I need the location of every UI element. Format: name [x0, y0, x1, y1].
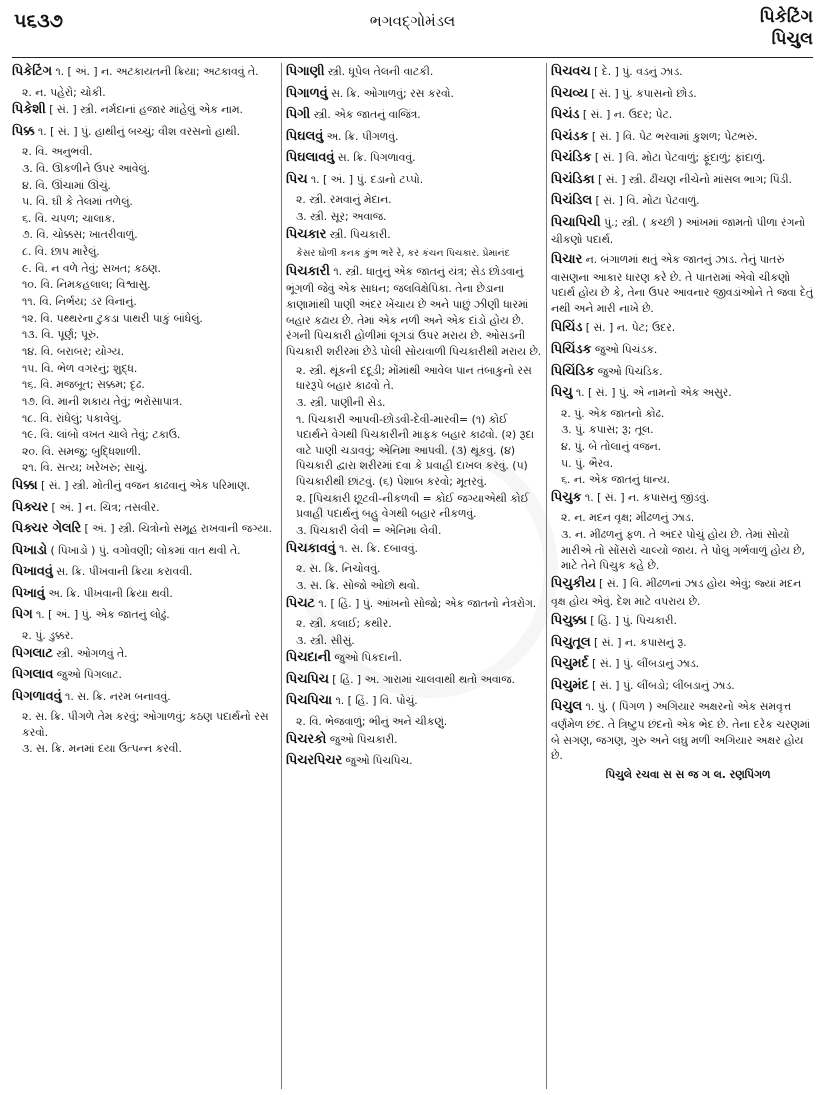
sub-definition: ૧૫. વિ. ભેળ વગરનું; શુદ્ધ.: [22, 361, 138, 375]
entry-definition: [ સં. ] વિ. મીંઢળનાં ઝાડ હોય એવું; જ્યાં મદન વૃક્ષ હોય એવું. દેશ માટે વપરાય છે.: [551, 576, 802, 608]
entry-definition: ૧. [ અં. ] પું. દડાનો ટપ્પો.: [307, 172, 424, 186]
entry-headword: પિગલાટ: [12, 645, 53, 661]
sub-definition: ૧૭. વિ. માની શકાય તેવું; ભરોસાપાત્ર.: [22, 394, 183, 408]
entry-definition: ( પિખાડો ) પું. વગોવણી; લોકમાં વાત થવી તે.: [47, 543, 241, 557]
entry-definition: સ. ક્રિ. પિગળાવવું.: [334, 151, 416, 165]
sub-definition: ૧૦. વિ. નિમકહલાલ; વિશ્વાસુ.: [22, 278, 151, 292]
entry-definition: [ અં. ] ન. ચિત્ર; તસવીર.: [48, 500, 160, 514]
dictionary-entry: [551, 85, 815, 104]
dictionary-column-1: [12, 63, 278, 1089]
entry-headword: પિચિંડ: [551, 320, 583, 336]
dictionary-entry: [12, 123, 278, 142]
sub-definition: ૩. સ્ત્રી. પાણીની સેડ.: [296, 395, 386, 409]
entry-headword: પિચવચ: [551, 64, 591, 79]
entry-headword: પિચદાની: [286, 650, 331, 666]
entry-headword: પિગાણી: [286, 64, 325, 79]
entry-definition: ૧. [ હિં. ] પું. આંખનો સોજો; એક જાતનો નેત્રરોગ.: [314, 596, 537, 610]
entry-definition: અ. ક્રિ. પીખવાની ક્રિયા થવી.: [44, 586, 173, 600]
running-title: ભગવદ્‌ગોમંડલ: [369, 12, 456, 30]
dictionary-entry: [551, 251, 815, 316]
entry-headword: પિગી: [286, 107, 311, 123]
sub-definition: ૧૮. વિ. રાંધેલું; પકાવેલું.: [22, 411, 122, 425]
entry-headword: પિચંડ: [551, 107, 580, 123]
dictionary-entry: [12, 477, 278, 496]
entry-definition: ૧. સ્ત્રી. ધાતુનું એક જાતનું યંત્ર; સેડ છોડવાનું ભૂંગળી જેવું એક સાધન; જલવિક્ષેપિકા. તેના છેડાના કાણામાંથી પાણી અંદર ખેંચાય છે અને પાછું ઝીણી ધારમાં બહાર કઢાય છે. તેમાં એક નળી અને એક દાંડો હોય છે. રંગની પિચકારી હોળીમાં લૂગડાં ઉપર મરાય છે. ઓસડની પિચકારી શરીરમાં છેડે પોલી સોયવાળી પિચકારીથી મરાય છે.: [286, 264, 542, 358]
entry-definition: [ દે. ] પું. વડનું ઝાડ.: [590, 65, 683, 78]
dictionary-entry: [286, 595, 542, 614]
dictionary-entry: [286, 671, 542, 690]
entry-definition: ૧. [ હિં. ] વિ. પોચું.: [332, 694, 418, 708]
sub-definition: ૨. સ્ત્રી. રમવાનું મેદાન.: [296, 193, 392, 207]
entry-definition: ૧. પું. ( પિંગળ ) અગિયાર અક્ષરનો એક સમવૃત્ત વર્ણમેળ છંદ. તે ત્રિષ્ટુપ છંદનો એક ભેદ છે. તેના દરેક ચરણમાં બે સગણ, જગણ, ગુરુ અને લઘુ મળી અગિયાર અક્ષર હોય છે.: [551, 700, 811, 763]
sub-definition: ૯. વિ. ન વળે તેવું; સખત; કઠણ.: [22, 261, 161, 275]
entry-headword: પિચુક્કા: [551, 613, 587, 629]
entry-definition: [ સં. ] સ્ત્રી. નર્મદાનાં હજાર માંહેલું એક નામ.: [45, 103, 243, 117]
entry-headword: પિક્ચર ગેલરિ: [12, 521, 82, 537]
entry-headword: પિકેશી: [12, 102, 46, 118]
dictionary-entry: [286, 692, 542, 711]
sub-definition: ૨. સ્ત્રી. થૂંકની દદૂડી; મોંમાંથી આવેલ પાન તંબાકુનો રસ ધારરૂપે બહાર કાઢવો તે.: [296, 363, 532, 393]
entry-definition: [ સં. ] સ્ત્રી. મોતીનું વજન કાઢવાનું એક પરિમાણ.: [37, 479, 251, 493]
dictionary-entry: [286, 63, 542, 82]
sub-definition: ૨. પું. ડુક્કર.: [22, 628, 74, 642]
sub-definition: ૧૩. વિ. પૂર્ણ; પૂરું.: [22, 328, 100, 342]
dictionary-entry: [12, 101, 278, 120]
dictionary-entry: [12, 645, 278, 664]
entry-definition: [ હિં. ] અ. ગારામાં ચાલવાથી થતો અવાજ.: [328, 672, 515, 686]
sub-definition: ૩. સ. ક્રિ. સોજો ઓછો થવો.: [296, 578, 420, 592]
entry-headword: પિચિંડક: [551, 342, 592, 358]
sub-definition: ૩. સ્ત્રી. સૂર; અવાજ.: [296, 209, 387, 223]
sub-definition: ૧૬. વિ. મજબૂત; સક્કમ; દૃઢ.: [22, 378, 145, 392]
dictionary-entry: [551, 319, 815, 338]
sub-definition: ૩. વિ. ઊકળીને ઉપર આવેલું.: [22, 161, 151, 175]
sub-definition: ૨. ન. મદન વૃક્ષ; મીંઢળનું ઝાડ.: [561, 511, 695, 525]
entry-definition: [ સં. ] વિ. મોટા પેટવાળું; ફૂંદાળું; ફાંદાળું.: [591, 151, 766, 165]
dictionary-entry: [551, 171, 815, 190]
entry-headword: પિચુક: [551, 489, 582, 505]
entry-definition: [ સં. ] પું. લીંબડો; લીંબડાનું ઝાડ.: [588, 678, 735, 692]
dictionary-entry: [551, 363, 815, 382]
entry-definition: સ્ત્રી. એક જાતનું વાજિંત્ર.: [310, 108, 421, 122]
sub-definition: ૨. વિ. અનુભવી.: [22, 145, 93, 159]
dictionary-entry: [551, 214, 815, 248]
dictionary-entry: [551, 677, 815, 696]
dictionary-entry: [551, 612, 815, 631]
dictionary-entry: [286, 649, 542, 668]
guide-word-bottom: પિચુલ: [771, 29, 813, 49]
sub-definition: ૩. ન. મીંઢળનું ફળ. તે અંદર પોચું હોય છે. તેમાં સોયો મારીએ તો સોંસરો ચાલ્યો જાય. તે પોલું ગર્ભવાળું હોય છે, માટે તેને પિચુક કહે છે.: [561, 528, 805, 573]
entry-definition: જુઓ પિચકારી.: [326, 732, 398, 746]
sub-definition: ૪. વિ. ઊંચામાં ઊંચું.: [22, 178, 111, 192]
entry-definition: [ સં. ] વિ. મોટા પેટવાળું.: [592, 194, 700, 208]
entry-headword: પિગાળવું: [286, 85, 328, 101]
sub-definition: ૧૯. વિ. લાંબો વખત ચાલે તેવું; ટકાઉ.: [22, 428, 181, 442]
dictionary-entry: [286, 171, 542, 190]
dictionary-entry: [551, 384, 815, 403]
entry-headword: પિચરકો: [286, 731, 327, 747]
entry-definition: [ સં. ] પું. કપાસનો છોડ.: [587, 86, 697, 100]
entry-definition: સ્ત્રી. ધૂપેલ તેલની વાટકી.: [324, 65, 434, 78]
dictionary-column-2: [286, 63, 542, 1089]
entry-headword: પિચંડિલ: [551, 193, 593, 209]
dictionary-entry: [12, 606, 278, 625]
dictionary-entry: [551, 698, 815, 763]
entry-headword: પિગળાવવું: [12, 688, 62, 704]
entry-headword: પિચંડિકા: [551, 171, 595, 187]
dictionary-entry: [12, 666, 278, 685]
dictionary-entry: [286, 731, 542, 750]
entry-headword: પિચપિચ: [286, 671, 329, 687]
dictionary-entry: [12, 520, 278, 539]
entry-headword: પિચંડક: [551, 128, 589, 144]
entry-definition: ૧. સ. ક્રિ. દબાવવું.: [335, 541, 418, 555]
entry-definition: સ્ત્રી. પિચકારી.: [326, 227, 391, 241]
entry-definition: અ. ક્રિ. પીગળવું.: [323, 129, 399, 143]
guide-word-top: પિકેટિંગ: [759, 7, 813, 27]
sub-definition: પિચુલે રચવા સ સ જ ગ લ. રણપિંગળ: [605, 767, 771, 781]
entry-headword: પિચાર: [551, 252, 583, 268]
entry-definition: [ સં. ] ન. કપાસનું રૂ.: [590, 635, 687, 649]
entry-definition: ૧. [ સં. ] ન. કપાસનું જીંડવું.: [581, 490, 710, 504]
entry-headword: પિગલાવ: [12, 667, 54, 683]
sub-definition: ૧૪. વિ. બરાબર; યોગ્ય.: [22, 344, 125, 358]
dictionary-entry: [12, 585, 278, 604]
dictionary-entry: [286, 540, 542, 559]
entry-headword: પિક્ચર: [12, 499, 49, 515]
entry-headword: પિચુકીય: [551, 575, 596, 591]
dictionary-entry: [551, 149, 815, 168]
dictionary-column-3: [551, 63, 815, 1089]
entry-headword: પિખાવું: [12, 585, 45, 601]
sub-definition: ૨. વિ. ભેજવાળું; ભીનું અને ચીકણું.: [296, 714, 448, 728]
guide-words: [760, 6, 813, 50]
dictionary-entry: [286, 752, 542, 771]
dictionary-entry: [551, 128, 815, 147]
entry-definition: સ્ત્રી. ઓગળવું તે.: [52, 646, 128, 660]
dictionary-entry: [551, 634, 815, 653]
dictionary-entry: [12, 63, 278, 82]
sub-definition: ૨૦. વિ. સમજુ; બુદ્ધિશાળી.: [22, 444, 141, 458]
sub-definition: ૩. પું. કપાસ; રૂ; તૂલ.: [561, 423, 654, 437]
entry-headword: પિઘલવું: [286, 128, 324, 144]
page-header: [0, 0, 825, 56]
entry-definition: [ સં. ] ન. પેટ; ઉદર.: [582, 321, 676, 335]
entry-headword: પિચ: [286, 171, 308, 187]
quotation: કેસર ઘોળી કનક કુંભ ભરે રે, કર કંચન પિચકાર. પ્રેમાનંદ: [296, 248, 510, 260]
sub-definition: ૨૧. વિ. સત્ય; ખરેખરું; સાચું.: [22, 461, 148, 475]
dictionary-entry: [12, 542, 278, 561]
entry-definition: [ હિં. ] પું. પિચકારી.: [586, 614, 677, 628]
entry-definition: [ અં. ] સ્ત્રી. ચિત્રોનો સમૂહ રાખવાની જગ્યા.: [81, 522, 273, 536]
entry-definition: ૧. [ અં. ] ન. અટકાયતની ક્રિયા; અટકાવવું તે.: [51, 65, 259, 78]
page-number: ૫૬૩૭: [14, 10, 63, 32]
dictionary-entry: [286, 226, 542, 245]
dictionary-entry: [551, 106, 815, 125]
entry-definition: પું.; સ્ત્રી. ( કચ્છી ) આંખમાં જામતો પીળા રંગનો ચીકણો પદાર્થ.: [551, 215, 806, 247]
dictionary-entry: [551, 575, 815, 609]
entry-definition: ૧. [ સં. ] પું. એ નામનો એક અસુર.: [572, 386, 732, 400]
entry-headword: પિચંડિક: [551, 150, 592, 166]
entry-definition: ૧. [ અં. ] પું. એક જાતનું લોઢું.: [32, 608, 170, 622]
entry-headword: પિચુતૂલ: [551, 634, 591, 650]
entry-definition: ન. બંગાળમાં થતું એક જાતનું ઝાડ. તેનું પાતરું વાસણના આકાર ધારણ કરે છે. તે પાતરામાં એવો ચીકણો પદાર્થ હોય છે કે, તેના ઉપર આવનાર જીવડાંઓને તે જવા દેતું નથી અને મારી નાખે છે.: [551, 253, 814, 315]
entry-definition: [ સં. ] વિ. પેટ ભરવામાં કુશળ; પેટભરું.: [588, 129, 758, 143]
sub-definition: ૧૧. વિ. નિર્ભય; ડર વિનાનું.: [22, 295, 137, 309]
entry-headword: પિચરપિચર: [286, 753, 343, 769]
entry-headword: પિચપિચા: [286, 693, 333, 709]
entry-definition: [ સં. ] ન. ઉદર; પેટ.: [579, 108, 673, 122]
sub-definition: ૬. વિ. ચપળ; ચાલાક.: [22, 211, 116, 225]
dictionary-entry: [286, 149, 542, 168]
entry-headword: પિચિંડિક: [551, 363, 595, 379]
dictionary-entry: [12, 563, 278, 582]
entry-definition: જુઓ પિચંડક.: [591, 343, 658, 357]
dictionary-entry: [12, 499, 278, 518]
entry-headword: પિચુ: [551, 385, 573, 401]
entry-definition: જુઓ પિચપિચ.: [342, 754, 413, 768]
sub-definition: ૩. સ. ક્રિ. મનમાં દયા ઉત્પન્ન કરવી.: [22, 742, 182, 756]
entry-headword: પિચુમંદ: [551, 677, 589, 693]
entry-headword: પિચુમર્દ: [551, 656, 589, 672]
column-divider: [281, 63, 282, 1089]
dictionary-entry: [286, 128, 542, 147]
entry-headword: પિચાપિચી: [551, 214, 601, 230]
dictionary-entry: [551, 192, 815, 211]
entry-headword: પિચટ: [286, 595, 315, 611]
entry-headword: પિક્ક: [12, 123, 35, 139]
entry-definition: ૧. [ સં. ] પું. હાથીનું બચ્ચું; વીશ વરસનો હાથી.: [34, 124, 241, 138]
sub-definition: ૭. વિ. ચોક્કસ; ખાતરીવાળું.: [22, 228, 138, 242]
sub-definition: ૨. પું. એક જાતનો કોઢ.: [561, 406, 665, 420]
entry-definition: જુઓ પિકદાની.: [330, 651, 403, 665]
sub-definition: ૪. પું. બે તોલાનું વજન.: [561, 439, 662, 453]
entry-headword: પિચકારી: [286, 263, 330, 279]
sub-definition: ૧. પિચકારી આપવી-છોડવી-દેવી-મારવી= (૧) કોઈ પદાર્થને વેગથી પિચકારીની માફક બહાર કાઢવો. (૨) રૂદા વાટે પાણી ચડાવવું; એનિમા આપવી. (૩) થૂંકવું. (૪) પિચકારી દ્વારા શરીરમાં દવા કે પ્રવાહી દાખલ કરવું. (૫) પિચકારીથી છાંટવું. (૬) પેશાબ કરવો; મૂતરવું.: [296, 412, 535, 489]
sub-definition: ૨. સ. ક્રિ. પીગળે તેમ કરવું; ઓગાળવું; કઠણ પદાર્થનો રસ કરવો.: [22, 710, 269, 739]
sub-definition: ૨. સ. ક્રિ. નિચોવવું.: [296, 562, 381, 576]
sub-definition: ૬. ન. એક જાતનું ધાન્ય.: [561, 473, 671, 487]
dictionary-entry: [551, 489, 815, 508]
entry-headword: પિખાવવું: [12, 564, 53, 580]
sub-definition: ૫. પું. ભૈરવ.: [561, 456, 614, 470]
entry-definition: સ. ક્રિ. પીખવાની ક્રિયા કરાવવી.: [52, 565, 193, 579]
dictionary-entry: [551, 341, 815, 360]
dictionary-entry: [286, 85, 542, 104]
entry-headword: પિચવ્ય: [551, 85, 588, 101]
dictionary-entry: [286, 263, 542, 360]
entry-headword: પિખાડો: [12, 542, 48, 558]
entry-definition: સ. ક્રિ. ઓગાળવું; રસ કરવો.: [327, 86, 454, 100]
entry-definition: [ સં. ] પું. લીંબડાનું ઝાડ.: [588, 657, 700, 671]
sub-definition: ૩. સ્ત્રી. સીસું.: [296, 633, 355, 647]
entry-headword: પિચકાર: [286, 226, 327, 242]
entry-definition: ૧. સ. ક્રિ. નરમ બનાવવું.: [61, 689, 171, 703]
sub-definition: ૫. વિ. ઘી કે તેલમાં તળેલું.: [22, 195, 133, 209]
entry-definition: જુઓ પિચંડિક.: [594, 364, 663, 378]
sub-definition: ૧૨. વિ. પથ્થરના ટુકડા પાથરી પાકું બાંધેલું.: [22, 311, 203, 325]
sub-definition: ૨. ન. પહેરો; ચોકી.: [22, 85, 106, 99]
sub-definition: ૨. [પિચકારી છૂટવી-નીકળવી = કોઈ જગ્યાએથી કોઈ પ્રવાહી પદાર્થનું બહુ વેગથી બહાર નીકળવું.: [296, 491, 529, 521]
entry-definition: [ સં. ] સ્ત્રી. ઢીંચણ નીચેનો માંસલ ભાગ; પિંડી.: [594, 172, 793, 186]
entry-headword: પિગ: [12, 607, 33, 623]
column-divider: [546, 63, 547, 1089]
sub-definition: ૮. વિ. છાપ મારેલું.: [22, 245, 100, 259]
entry-headword: પિકેટિંગ: [12, 64, 52, 79]
sub-definition: ૨. સ્ત્રી. કલાઈ; કથીર.: [296, 617, 392, 631]
dictionary-entry: [12, 688, 278, 707]
sub-definition: ૩. પિચકારી લેવી = એનિમા લેવી.: [296, 524, 442, 538]
dictionary-entry: [286, 106, 542, 125]
dictionary-entry: [551, 63, 815, 82]
entry-headword: પિઘલાવવું: [286, 150, 335, 166]
entry-headword: પિચકાવવું: [286, 540, 336, 556]
entry-definition: જુઓ પિગલાટ.: [53, 668, 122, 682]
dictionary-entry: [551, 655, 815, 674]
header-rule: [12, 57, 813, 58]
entry-headword: પિચુલ: [551, 699, 583, 715]
entry-headword: પિક્કા: [12, 478, 38, 494]
